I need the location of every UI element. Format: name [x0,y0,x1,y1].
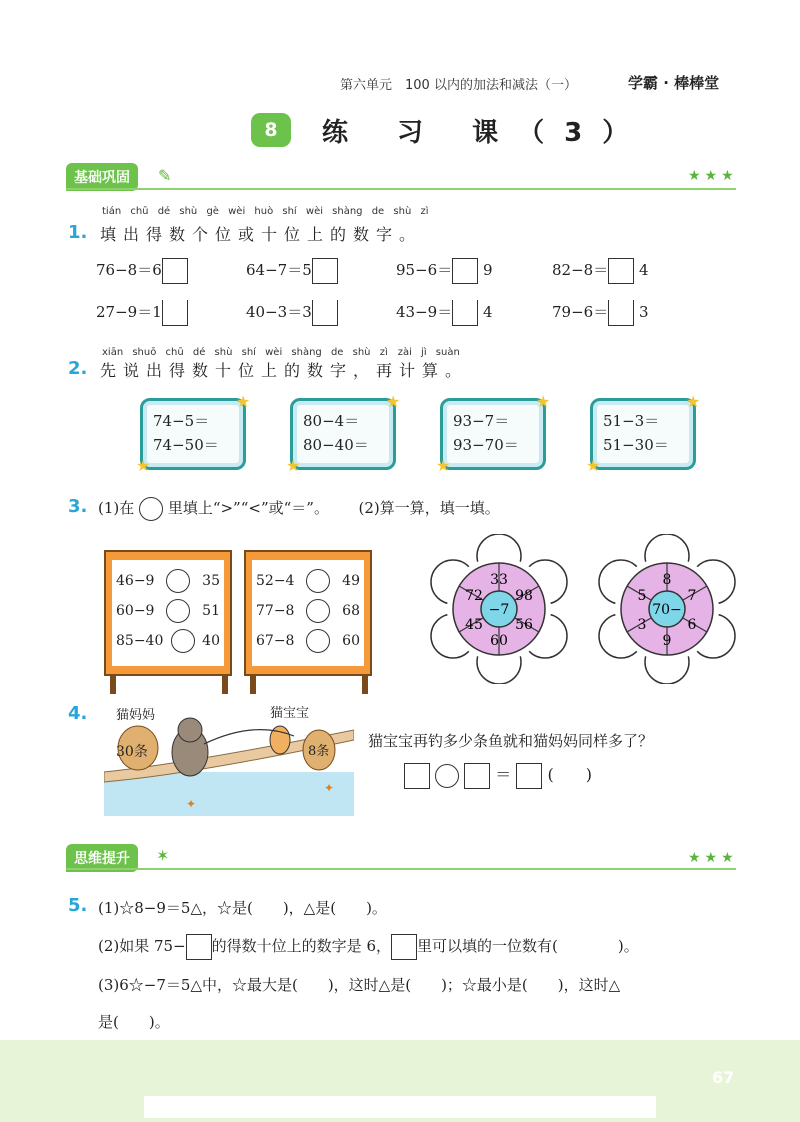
q5-line-2c: 里可以填的一位数有( )。 [417,937,639,955]
board-leg [362,676,368,694]
difficulty-stars: ★★★ [688,850,738,866]
q5-line-3: (3)6☆−7＝5△中，☆最大是( )，这时△是( )；☆最小是( )，这时△ [98,976,621,994]
answer-box[interactable] [608,258,634,284]
brand-logo: 学霸 · 棒棒堂 [628,74,720,92]
difficulty-stars: ★★★ [688,168,738,184]
calc-line: 74−5＝ [153,412,210,430]
board-leg [110,676,116,694]
calc-line: 80−40＝ [303,436,369,454]
q1-item [396,300,493,326]
q1-number: 1. [68,222,88,243]
pencil-icon: ✎ [158,166,172,185]
section-divider [66,868,736,870]
q1-item [246,300,338,326]
calc-line: 51−30＝ [603,436,669,454]
petal-value: 6 [687,617,697,633]
number-flower-1 [424,534,574,684]
left-expr: 77−8 [256,603,295,619]
calc-line: 93−70＝ [453,436,519,454]
answer-box[interactable] [312,258,338,284]
petal-value: 98 [515,588,533,604]
circle-placeholder [139,497,163,521]
section-divider [66,188,736,190]
compare-row [256,566,360,596]
right-value: 68 [342,603,360,619]
left-expr: 46−9 [116,573,155,589]
q3-text [98,497,500,521]
calc-line: 51−3＝ [603,412,660,430]
flower-center-label: −7 [488,602,510,618]
answer-box[interactable] [391,934,417,960]
mom-cat-head [178,718,202,742]
q2-frame [590,398,696,470]
answer-box[interactable] [404,763,430,789]
section-basic-tag: 基础巩固 [66,163,138,191]
section-thinking-tag: 思维提升 [66,844,138,872]
answer-box[interactable] [162,300,188,326]
page-number: 67 [712,1068,735,1087]
q2-frame [440,398,546,470]
q3-part1-b: 里填上“>”“<”或“＝”。 [167,499,329,517]
q2-frame [290,398,396,470]
q3-part1-a: (1)在 [98,499,135,517]
given-digit: 4 [638,261,649,279]
q1-item [246,258,338,284]
expression: 43−9＝ [396,303,453,321]
compare-circle[interactable] [171,629,195,653]
answer-box[interactable] [312,300,338,326]
right-value: 60 [342,633,360,649]
q3-number: 3. [68,496,88,517]
q2-text: 先说出得数十位上的数字，再计算。 [100,361,469,380]
fish-icon: ✦ [324,781,335,795]
answer-box[interactable] [464,763,490,789]
star-icon: ★ [236,392,251,411]
right-value: 35 [202,573,220,589]
q5-number: 5. [68,895,88,916]
petal-value: 9 [662,633,672,649]
compare-circle[interactable] [306,569,330,593]
petal-value: 56 [515,617,533,633]
q4-number: 4. [68,703,88,724]
compare-board [104,550,232,676]
mom-fish-count: 30条 [116,744,148,760]
star-icon: ★ [586,456,601,475]
expression: 76−8＝6 [96,261,162,279]
number-flower-2 [592,534,742,684]
q1-item [552,258,649,284]
operator-circle[interactable] [435,764,459,788]
calc-line: 93−7＝ [453,412,510,430]
petal-value: 45 [465,617,483,633]
sparkle-icon: ✶ [156,846,170,865]
footer-strip [144,1096,656,1118]
answer-box[interactable] [516,763,542,789]
compare-circle[interactable] [166,599,190,623]
star-icon: ★ [286,456,301,475]
petal-value: 33 [490,572,508,588]
answer-box[interactable] [186,934,212,960]
baby-fish-count: 8条 [308,744,330,759]
right-value: 49 [342,573,360,589]
q2-pinyin: xiān shuō chū dé shù shí wèi shàng de shù zì zài jì suàn [102,347,460,358]
left-expr: 67−8 [256,633,295,649]
lesson-title: 练 习 课（3） [322,118,649,148]
flower-center-label: 70− [652,602,682,618]
star-icon: ★ [436,456,451,475]
expression: 82−8＝ [552,261,609,279]
given-digit: 3 [638,303,649,321]
calc-line: 80−4＝ [303,412,360,430]
right-value: 51 [202,603,220,619]
left-expr: 52−4 [256,573,295,589]
q5-line-2b: 的得数十位上的数字是 6， [211,937,391,955]
left-expr: 60−9 [116,603,155,619]
answer-box[interactable] [162,258,188,284]
expression: 40−3＝3 [246,303,312,321]
petal-value: 72 [465,588,483,604]
petal-value: 60 [490,633,508,649]
right-value: 40 [202,633,220,649]
compare-row [116,566,220,596]
q1-pinyin: tián chū dé shù gè wèi huò shí wèi shàng de shù zì [102,206,429,217]
answer-box[interactable] [452,300,478,326]
expression: 64−7＝5 [246,261,312,279]
compare-row [116,626,220,656]
q1-item [396,258,493,284]
unit-title: 第六单元 100 以内的加法和减法（一） [340,78,577,93]
calc-line: 74−50＝ [153,436,219,454]
board-leg [250,676,256,694]
q5-line-2 [98,934,639,960]
q5-line-2a: (2)如果 75− [98,937,186,955]
q5-line-1: (1)☆8−9＝5△，☆是( )，△是( )。 [98,899,387,917]
star-icon: ★ [136,456,151,475]
q4-answer-row [404,762,592,789]
lesson-number-badge: 8 [251,113,291,147]
star-icon: ★ [386,392,401,411]
compare-row [256,596,360,626]
star-icon: ★ [536,392,551,411]
equals-sign: ＝ [495,765,512,784]
q1-item [96,258,188,284]
q1-text: 填出得数个位或十位上的数字。 [100,225,423,244]
q4-question: 猫宝宝再钓多少条鱼就和猫妈妈同样多了？ [368,732,654,750]
unit-blank[interactable]: ( ) [547,765,592,784]
mom-cat-label: 猫妈妈 [116,708,156,723]
compare-circle[interactable] [166,569,190,593]
compare-circle[interactable] [306,599,330,623]
petal-value: 8 [662,572,672,588]
left-expr: 85−40 [116,633,164,649]
q3-part2: (2)算一算，填一填。 [358,499,500,517]
given-digit: 9 [482,261,493,279]
fish-icon: ✦ [186,797,197,811]
compare-row [116,596,220,626]
expression: 27−9＝1 [96,303,162,321]
petal-value: 7 [687,588,697,604]
baby-cat-label: 猫宝宝 [270,706,310,721]
q1-item [552,300,649,326]
compare-board [244,550,372,676]
q2-number: 2. [68,358,88,379]
answer-box[interactable] [452,258,478,284]
star-icon: ★ [686,392,701,411]
compare-row [256,626,360,656]
q5-line-4: 是( )。 [98,1013,170,1031]
expression: 95−6＝ [396,261,453,279]
q1-item [96,300,188,326]
petal-value: 3 [637,617,647,633]
compare-circle[interactable] [306,629,330,653]
given-digit: 4 [482,303,493,321]
q2-frame [140,398,246,470]
expression: 79−6＝ [552,303,609,321]
board-leg [222,676,228,694]
petal-value: 5 [637,588,647,604]
answer-box[interactable] [608,300,634,326]
water [104,772,354,816]
